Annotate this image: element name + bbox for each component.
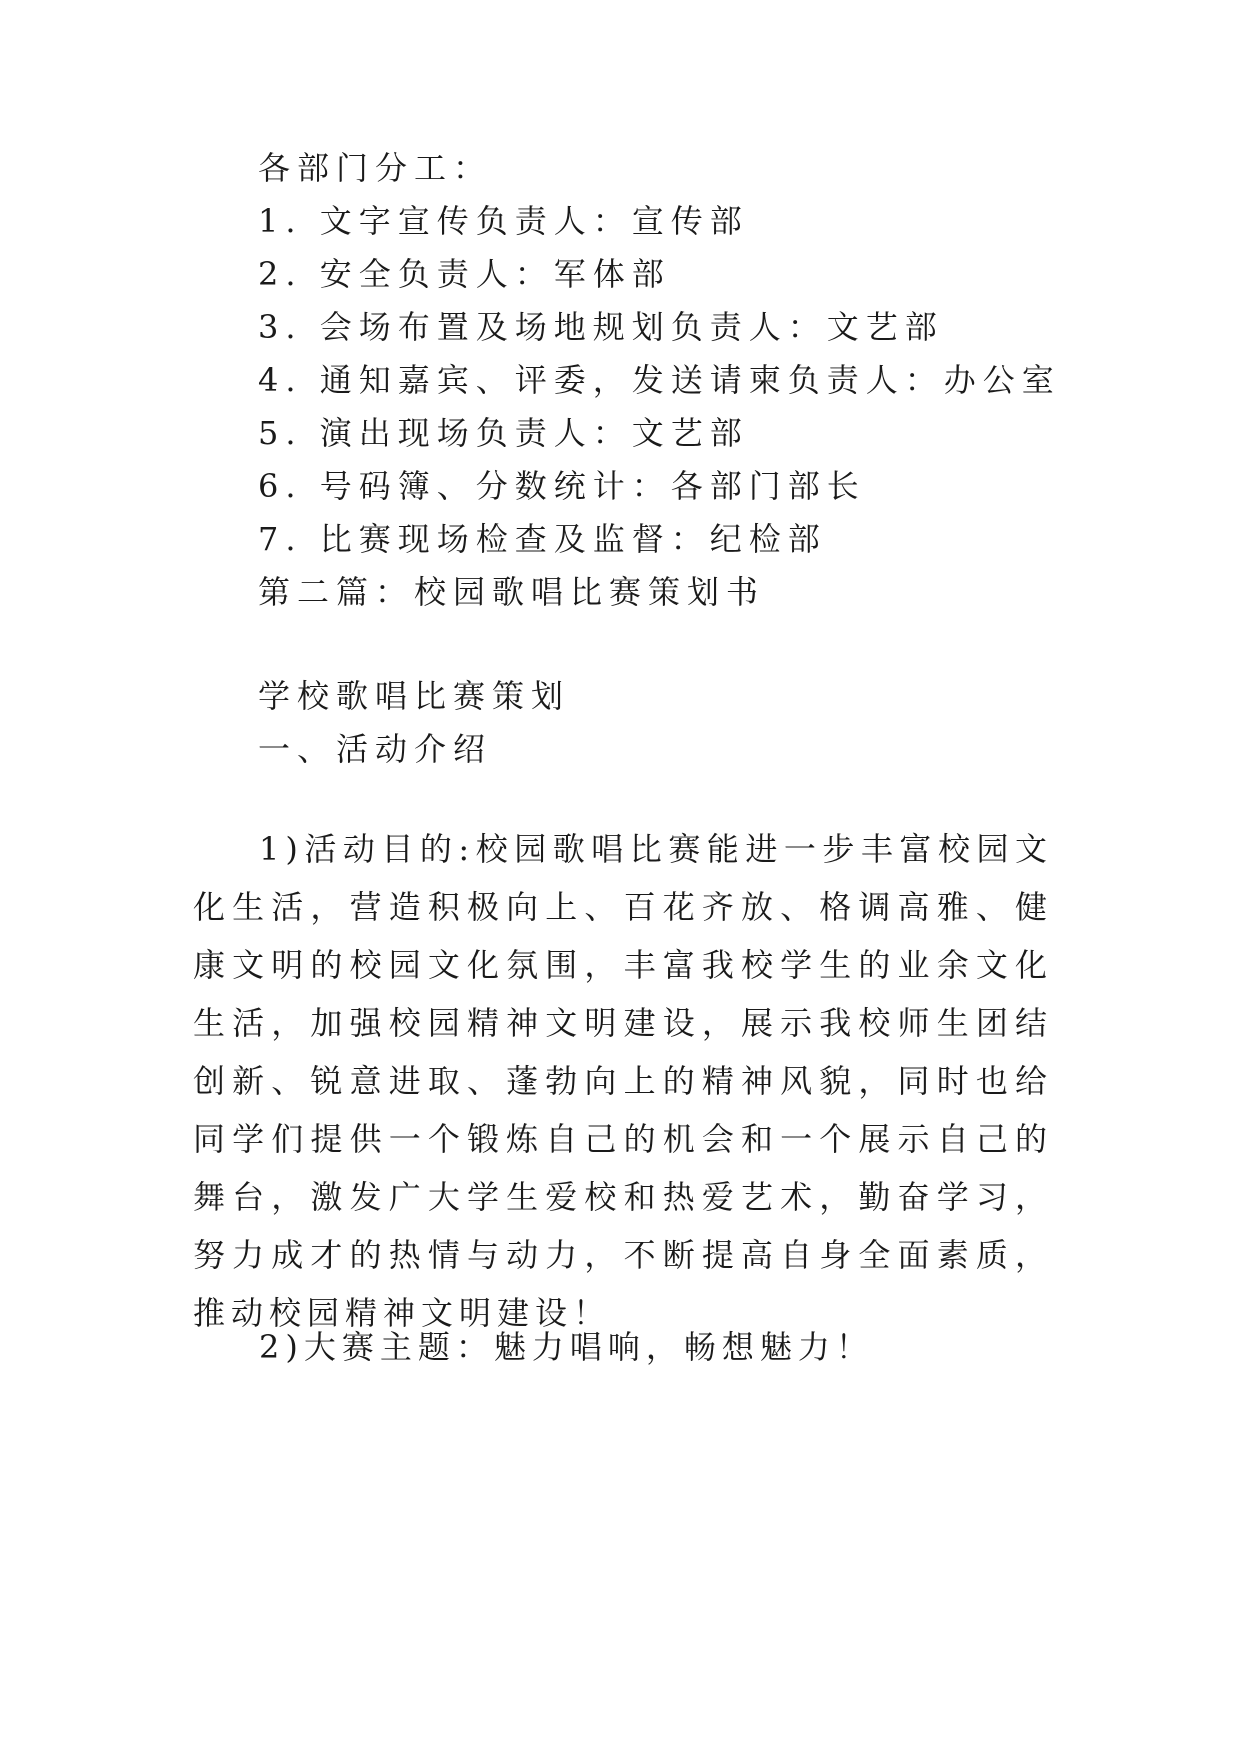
paragraph-purpose: 1)活动目的:校园歌唱比赛能进一步丰富校园文化生活，营造积极向上、百花齐放、格调高雅、健康文明的校园文化氛围，丰富我校学生的业余文化生活，加强校园精神文明建设，展示我校师生团结创新、锐意进取、蓬勃向上的精神风貌，同时也给同学们提供一个锻炼自己的机会和一个展示自己的舞台，激发广大学生爱校和热爱艺术，勤奋学习，努力成才的热情与动力，不断提高自身全面素质，推动校园精神文明建设！ [193, 830, 1053, 1332]
division-item-5: 5. 演出现场负责人：文艺部 [258, 414, 749, 452]
division-item-2: 2. 安全负责人：军体部 [258, 255, 671, 293]
division-item-6: 6. 号码簿、分数统计：各部门部长 [258, 467, 866, 505]
chapter-title: 第二篇：校园歌唱比赛策划书 [258, 573, 766, 611]
paragraph-theme: 2)大赛主题：魅力唱响，畅想魅力！ [259, 1328, 874, 1366]
division-item-7: 7. 比赛现场检查及监督：纪检部 [258, 520, 827, 558]
division-item-4: 4. 通知嘉宾、评委，发送请柬负责人：办公室 [258, 361, 1061, 399]
document-title: 学校歌唱比赛策划 [258, 677, 571, 715]
section-title: 各部门分工： [258, 149, 493, 187]
section-one-heading: 一、活动介绍 [258, 730, 493, 768]
division-item-3: 3. 会场布置及场地规划负责人：文艺部 [258, 308, 944, 346]
division-item-1: 1. 文字宣传负责人：宣传部 [258, 202, 749, 240]
